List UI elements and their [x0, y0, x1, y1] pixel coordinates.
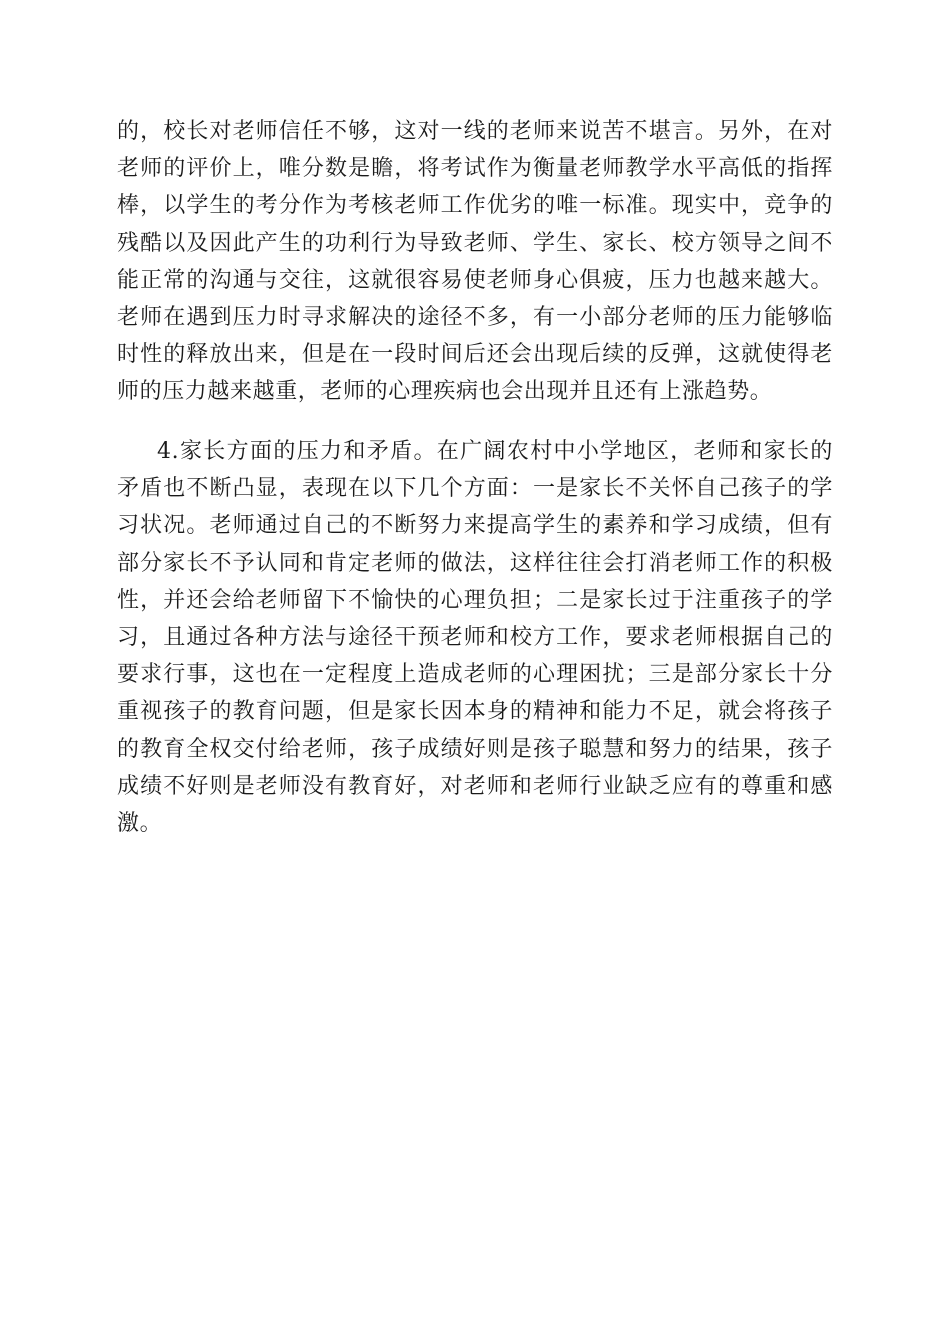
body-paragraph-continued: 的，校长对老师信任不够，这对一线的老师来说苦不堪言。另外，在对老师的评价上，唯分数是瞻，将考试作为衡量老师教学水平高低的指挥棒，以学生的考分作为考核老师工作优劣的唯一标准。现实中，竞争的残酷以及因此产生的功利行为导致老师、学生、家长、校方领导之间不能正常的沟通与交往，这就很容易使老师身心俱疲，压力也越来越大。老师在遇到压力时寻求解决的途径不多，有一小部分老师的压力能够临时性的释放出来，但是在一段时间后还会出现后续的反弹，这就使得老师的压力越来越重，老师的心理疾病也会出现并且还有上涨趋势。 [117, 119, 833, 405]
body-paragraph-parent-pressure: 4.家长方面的压力和矛盾。在广阔农村中小学地区，老师和家长的矛盾也不断凸显，表现在以下几个方面：一是家长不关怀自己孩子的学习状况。老师通过自己的不断努力来提高学生的素养和学习成绩，但有部分家长不予认同和肯定老师的做法，这样往往会打消老师工作的积极性，并还会给老师留下不愉快的心理负担；二是家长过于注重孩子的学习，且通过各种方法与途径干预老师和校方工作，要求老师根据自己的要求行事，这也在一定程度上造成老师的心理困扰；三是部分家长十分重视孩子的教育问题，但是家长因本身的精神和能力不足，就会将孩子的教育全权交付给老师，孩子成绩好则是孩子聪慧和努力的结果，孩子成绩不好则是老师没有教育好，对老师和老师行业缺乏应有的尊重和感激。 [117, 439, 833, 837]
